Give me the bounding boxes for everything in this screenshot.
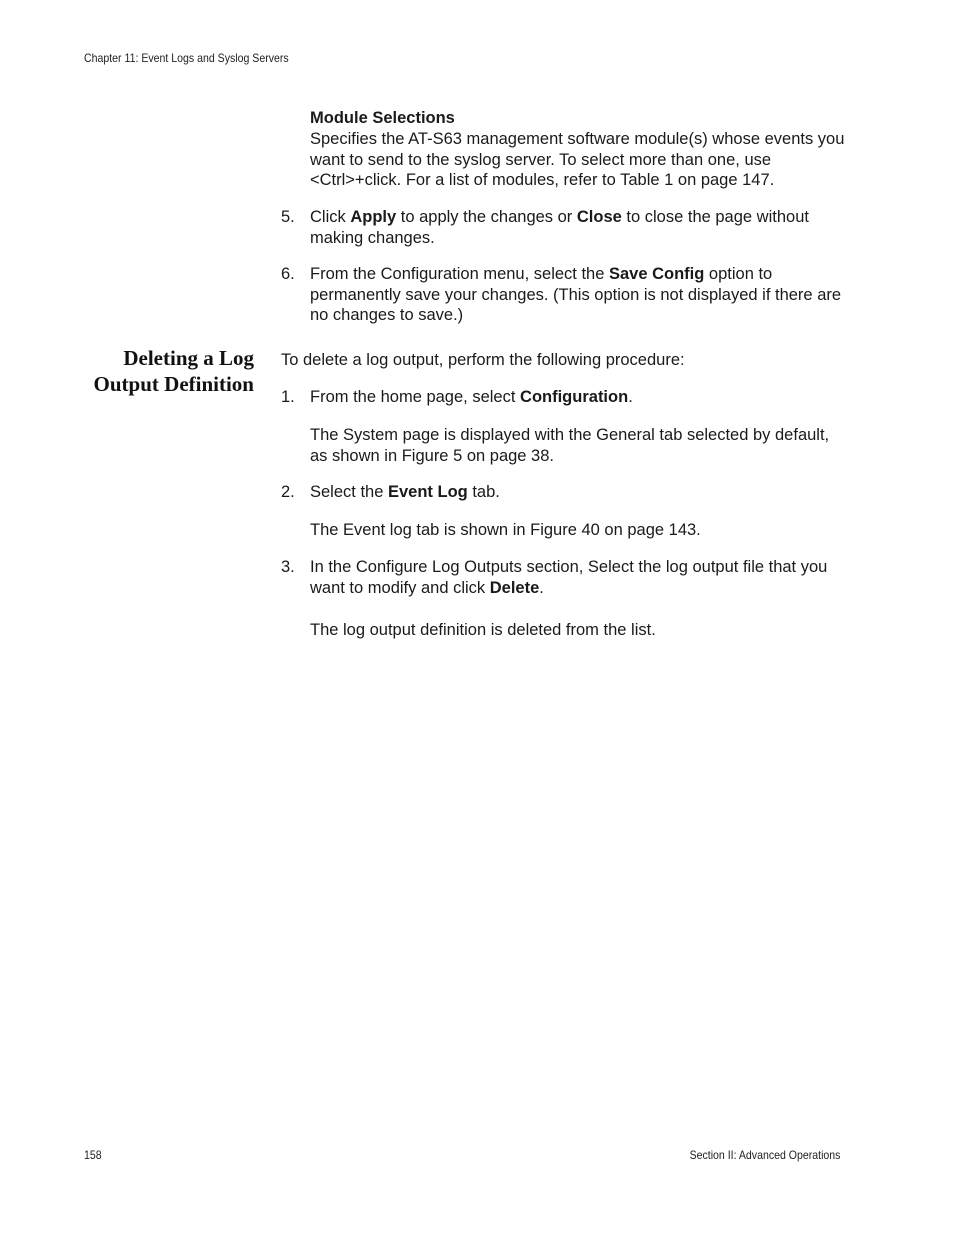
step-1-note: The System page is displayed with the General tab selected by default, as shown in Figure 5 on page 38. [310, 426, 830, 465]
step-3-number: 3. [281, 558, 295, 576]
module-selections-description: Specifies the AT-S63 management software module(s) whose events you want to send to the syslog server. To select more than one, use <Ctrl>+click. For a list of modules, refer to Table 1 on page 147. [310, 130, 845, 189]
apply-term: Apply [350, 208, 397, 226]
step-6-text: From the Configuration menu, select the Save Config option to permanently save your changes. (This option is not displayed if there are no changes to save.) [310, 265, 842, 324]
section-heading [94, 345, 254, 397]
step-5-number: 5. [281, 208, 295, 226]
event-log-term: Event Log [387, 483, 468, 501]
step-3-note: The log output definition is deleted from the list. [310, 621, 656, 639]
section-intro: To delete a log output, perform the following procedure: [281, 351, 685, 369]
running-footer-section: Section II: Advanced Operations [689, 1148, 840, 1162]
module-selections-title: Module Selections [310, 109, 455, 127]
save-config-term: Save Config [608, 265, 705, 283]
page-number: 158 [84, 1148, 102, 1162]
step-3-text: In the Configure Log Outputs section, Select the log output file that you want to modify and click Delete. [310, 558, 828, 597]
step-2-number: 2. [281, 483, 295, 501]
configuration-term: Configuration [520, 388, 629, 406]
section-heading-line-1: Deleting a Log [123, 346, 254, 370]
delete-term: Delete [489, 578, 540, 597]
section-heading-line-2: Output Definition [93, 372, 254, 396]
step-1-text: From the home page, select Configuration. [310, 388, 633, 406]
step-2-note: The Event log tab is shown in Figure 40 on page 143. [310, 521, 701, 539]
step-6-number: 6. [281, 265, 295, 283]
step-1-number: 1. [281, 388, 295, 406]
step-5-text: Click Apply to apply the changes or Close to close the page without making changes. [310, 208, 809, 247]
close-term: Close [576, 208, 622, 226]
step-2-text: Select the Event Log tab. [310, 483, 500, 501]
running-header: Chapter 11: Event Logs and Syslog Servers [84, 51, 289, 65]
